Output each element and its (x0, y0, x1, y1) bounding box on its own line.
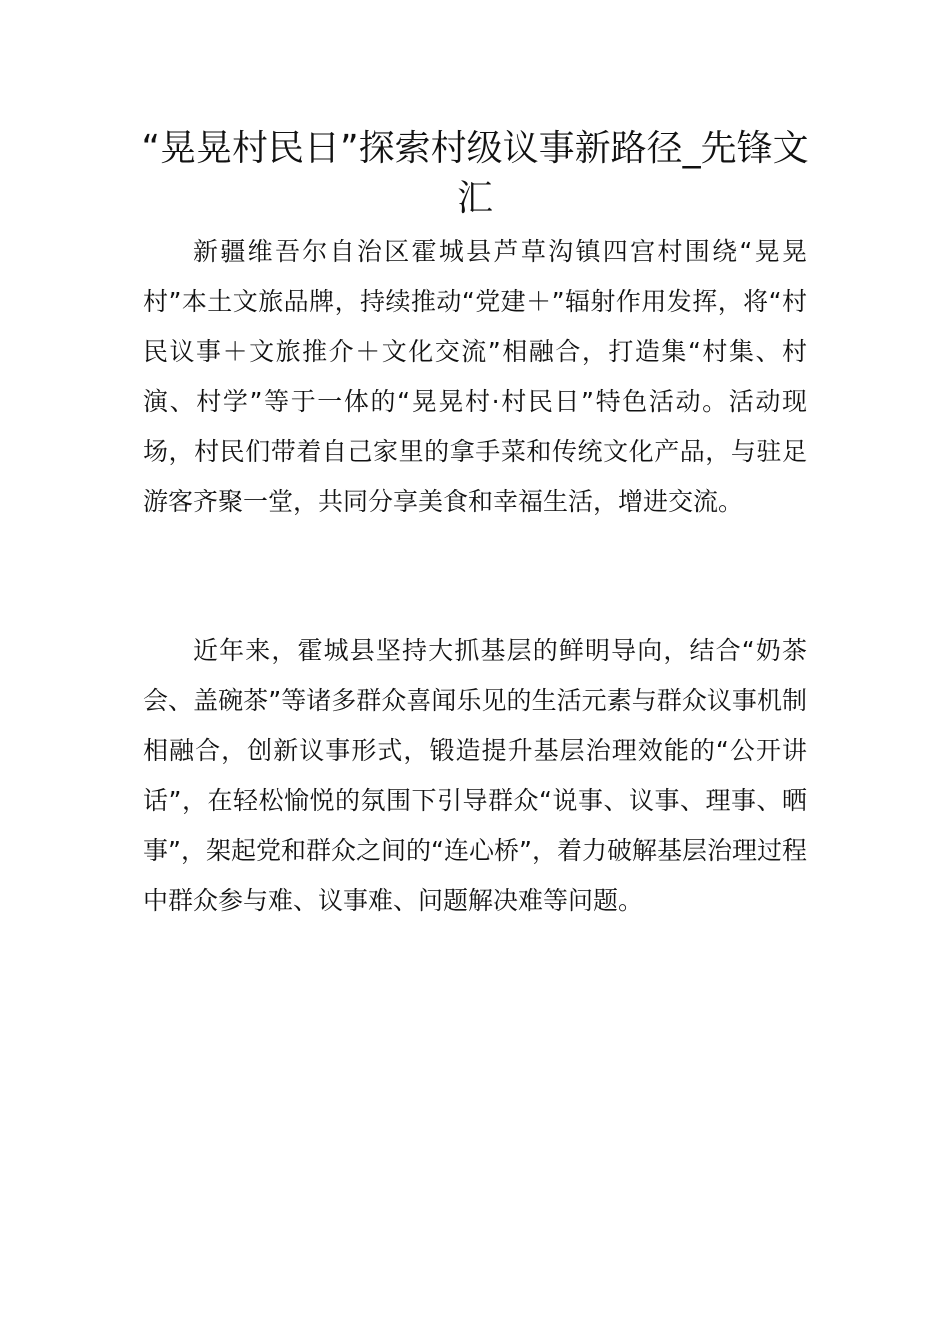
document-title: “晃晃村民日”探索村级议事新路径_先锋文汇 (141, 128, 809, 219)
paragraph-2: 近年来，霍城县坚持大抓基层的鲜明导向，结合“奶茶会、盖碗茶”等诸多群众喜闻乐见的生活元素与群众议事机制相融合，创新议事形式，锻造提升基层治理效能的“公开讲话”，在轻松愉悦的氛围下引导群众“说事、议事、理事、晒事”，架起党和群众之间的“连心桥”，着力破解基层治理过程中群众参与难、议事难、问题解决难等问题。 (143, 636, 807, 915)
paragraph-1: 新疆维吾尔自治区霍城县芦草沟镇四宫村围绕“晃晃村”本土文旅品牌，持续推动“党建＋”辐射作用发挥，将“村民议事＋文旅推介＋文化交流”相融合，打造集“村集、村演、村学”等于一体的“晃晃村·村民日”特色活动。活动现场，村民们带着自己家里的拿手菜和传统文化产品，与驻足游客齐聚一堂，共同分享美食和幸福生活，增进交流。 (143, 237, 807, 516)
